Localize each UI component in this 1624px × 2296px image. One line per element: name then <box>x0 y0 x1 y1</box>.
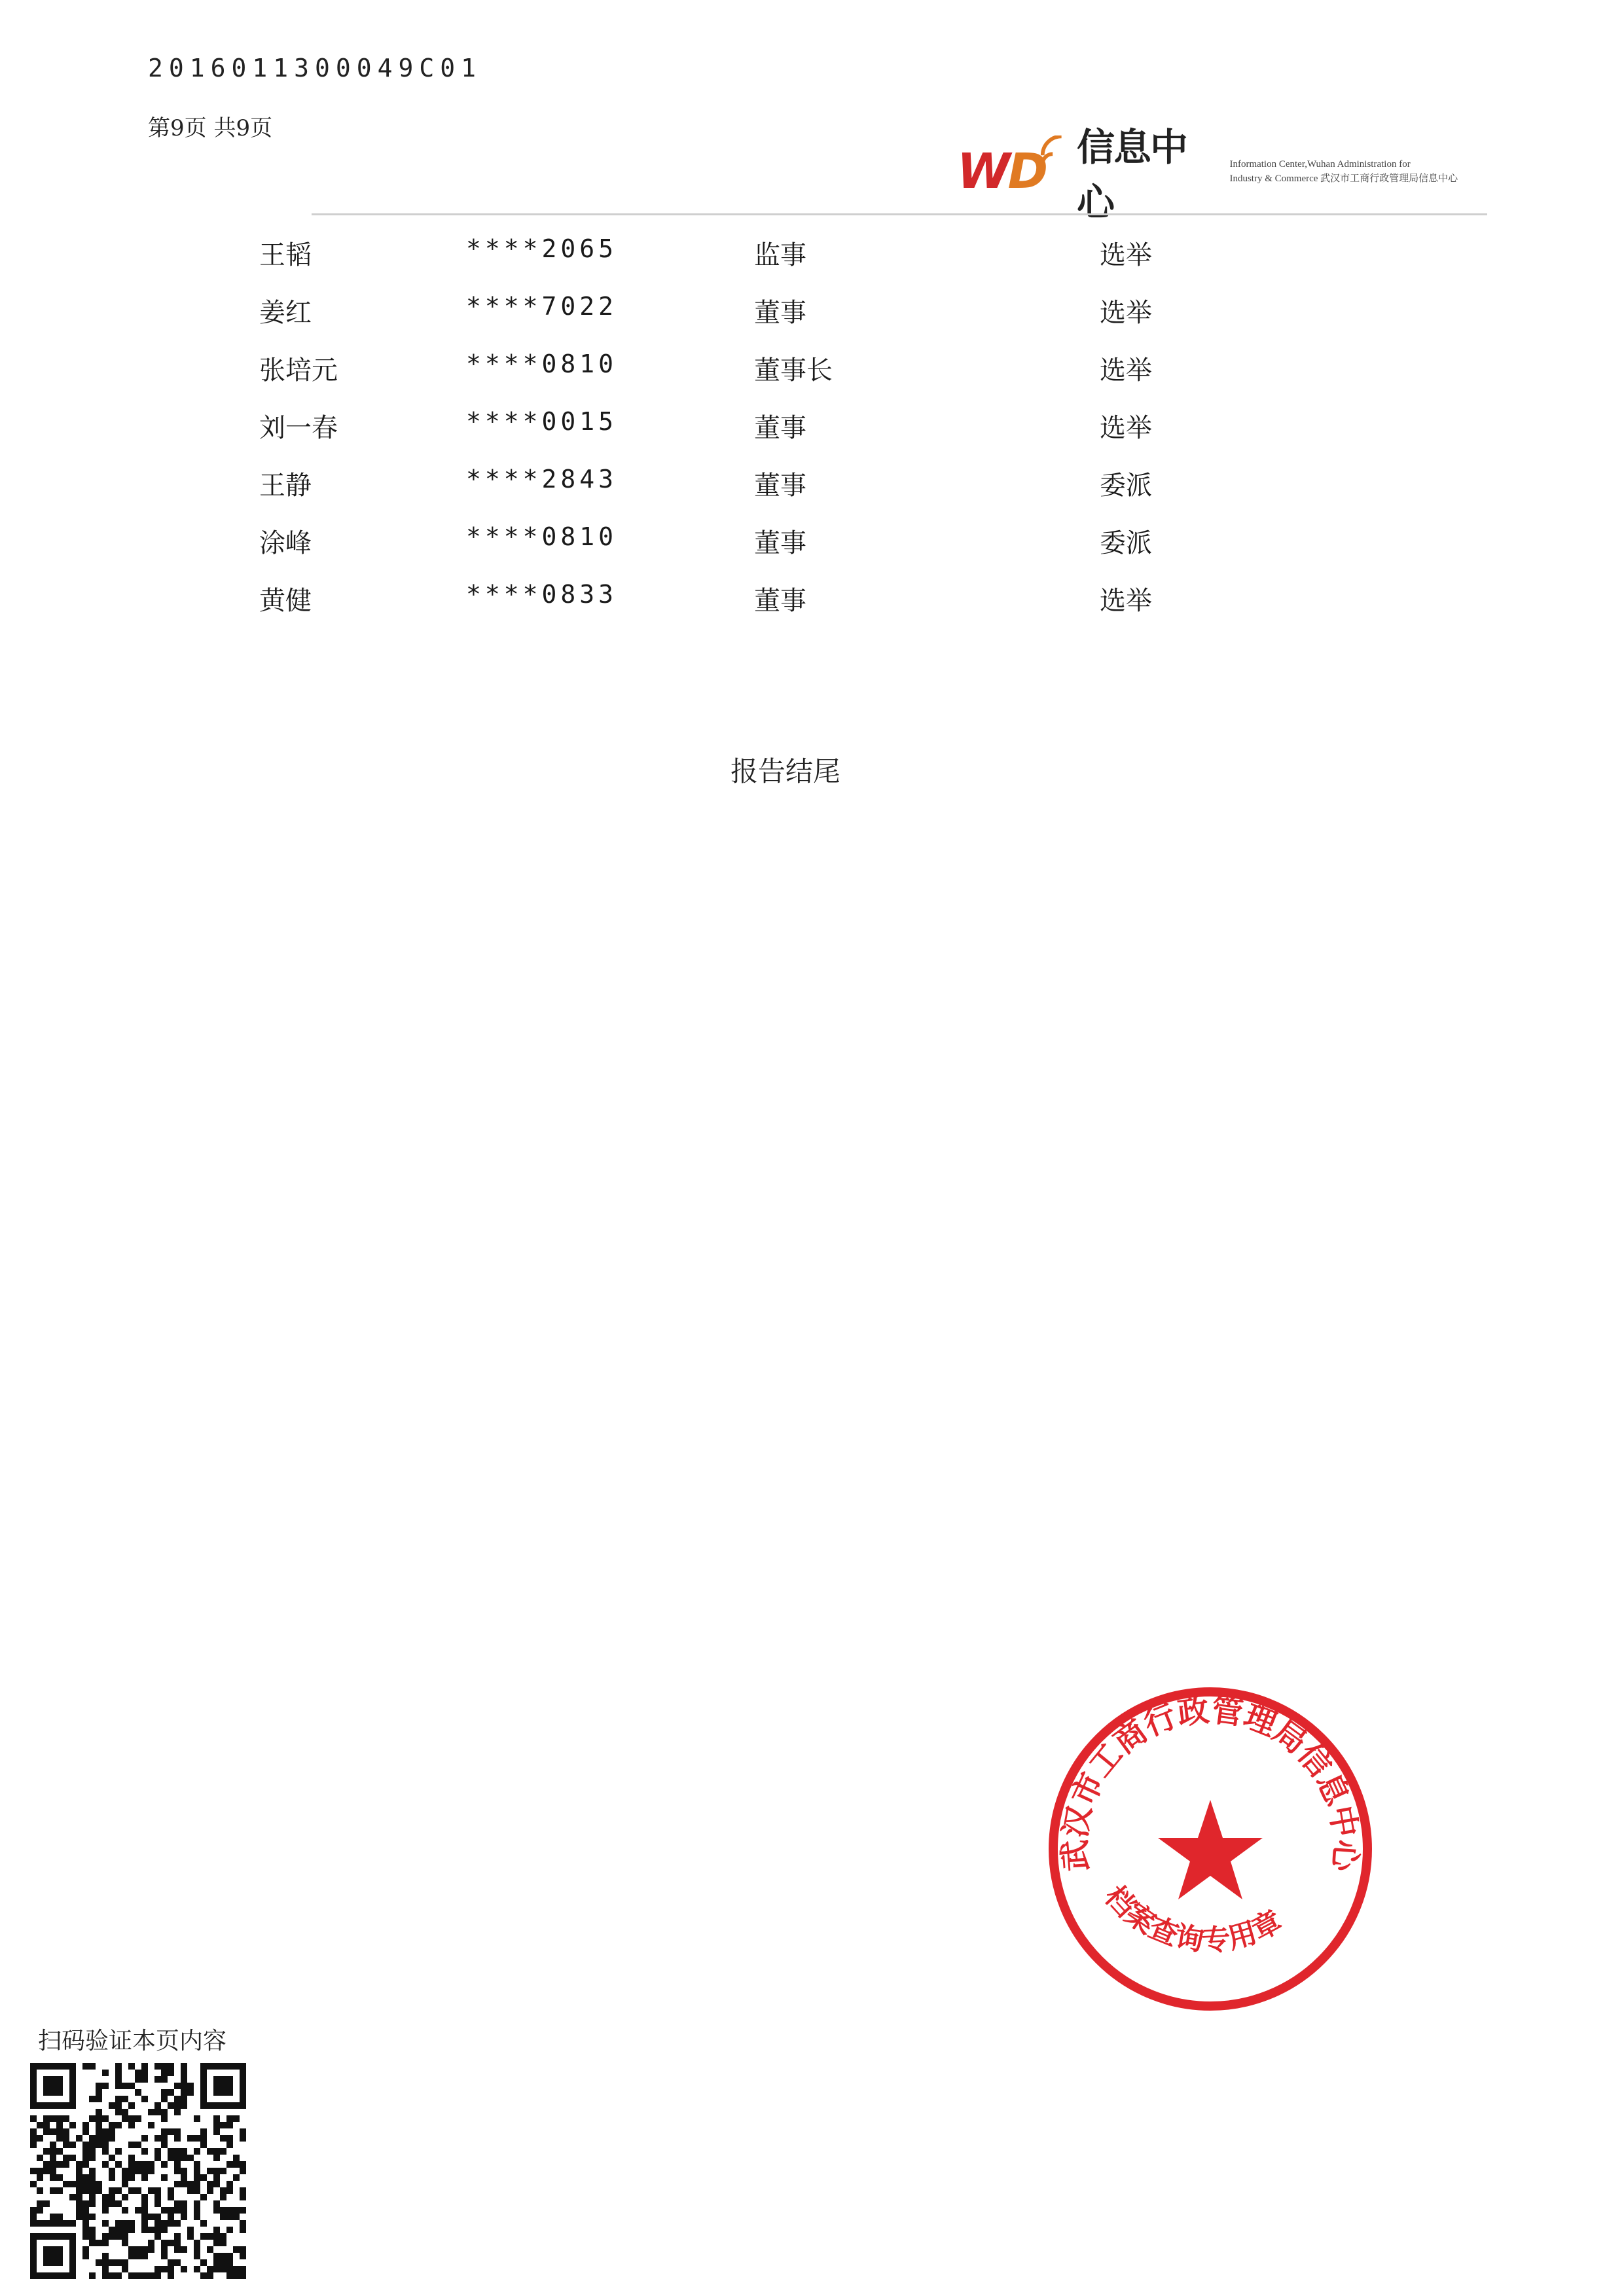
member-name: 王韬 <box>259 240 312 270</box>
member-name: 涂峰 <box>259 528 312 558</box>
member-id: ****7022 <box>466 292 618 321</box>
member-row <box>259 465 1241 522</box>
logo-mark: WD <box>957 143 1046 200</box>
member-row <box>259 350 1241 407</box>
member-role: 董事 <box>754 471 806 501</box>
official-seal <box>1043 1682 1377 2016</box>
seal-text-top: 武汉市工商行政管理局信息中心 <box>1056 1691 1365 1873</box>
verification-qr-code[interactable] <box>30 2063 246 2279</box>
seal-text-bottom: 档案查询专用章 <box>1098 1879 1288 1958</box>
member-appointment-method: 选举 <box>1100 413 1152 443</box>
member-id: ****2843 <box>466 465 618 493</box>
member-role: 董事 <box>754 413 806 443</box>
member-table <box>259 234 1241 637</box>
member-appointment-method: 委派 <box>1100 528 1152 558</box>
member-appointment-method: 选举 <box>1100 298 1152 328</box>
member-role: 董事 <box>754 528 806 558</box>
member-id: ****0015 <box>466 407 618 436</box>
member-appointment-method: 选举 <box>1100 240 1152 270</box>
document-number: 2016011300049C01 <box>148 54 482 82</box>
report-end-label: 报告结尾 <box>730 755 840 787</box>
member-row <box>259 407 1241 465</box>
header-divider <box>312 213 1487 215</box>
member-role: 监事 <box>754 240 806 270</box>
info-center-logo <box>957 125 1500 224</box>
member-name: 王静 <box>259 471 312 501</box>
logo-name-cn: 信息中心 <box>1077 125 1187 224</box>
seal-star-icon <box>1158 1800 1263 1899</box>
member-id: ****0810 <box>466 522 618 551</box>
member-row <box>259 234 1241 292</box>
member-row <box>259 292 1241 350</box>
signal-waves-icon <box>1039 135 1073 181</box>
member-appointment-method: 选举 <box>1100 355 1152 386</box>
member-role: 董事 <box>754 586 806 616</box>
page-indicator: 第9页 共9页 <box>148 115 273 141</box>
logo-tagline: Information Center,Wuhan Administration for Industry & Commerce 武汉市工商行政管理局信息中心 <box>1229 159 1458 184</box>
member-row <box>259 580 1241 637</box>
member-row <box>259 522 1241 580</box>
member-id: ****2065 <box>466 234 618 263</box>
member-name: 张培元 <box>259 355 338 386</box>
member-appointment-method: 选举 <box>1100 586 1152 616</box>
member-name: 姜红 <box>259 298 312 328</box>
member-role: 董事长 <box>754 355 833 386</box>
member-appointment-method: 委派 <box>1100 471 1152 501</box>
member-role: 董事 <box>754 298 806 328</box>
qr-label: 扫码验证本页内容 <box>38 2028 227 2054</box>
member-id: ****0833 <box>466 580 618 609</box>
member-id: ****0810 <box>466 350 618 378</box>
member-name: 黄健 <box>259 586 312 616</box>
member-name: 刘一春 <box>259 413 338 443</box>
